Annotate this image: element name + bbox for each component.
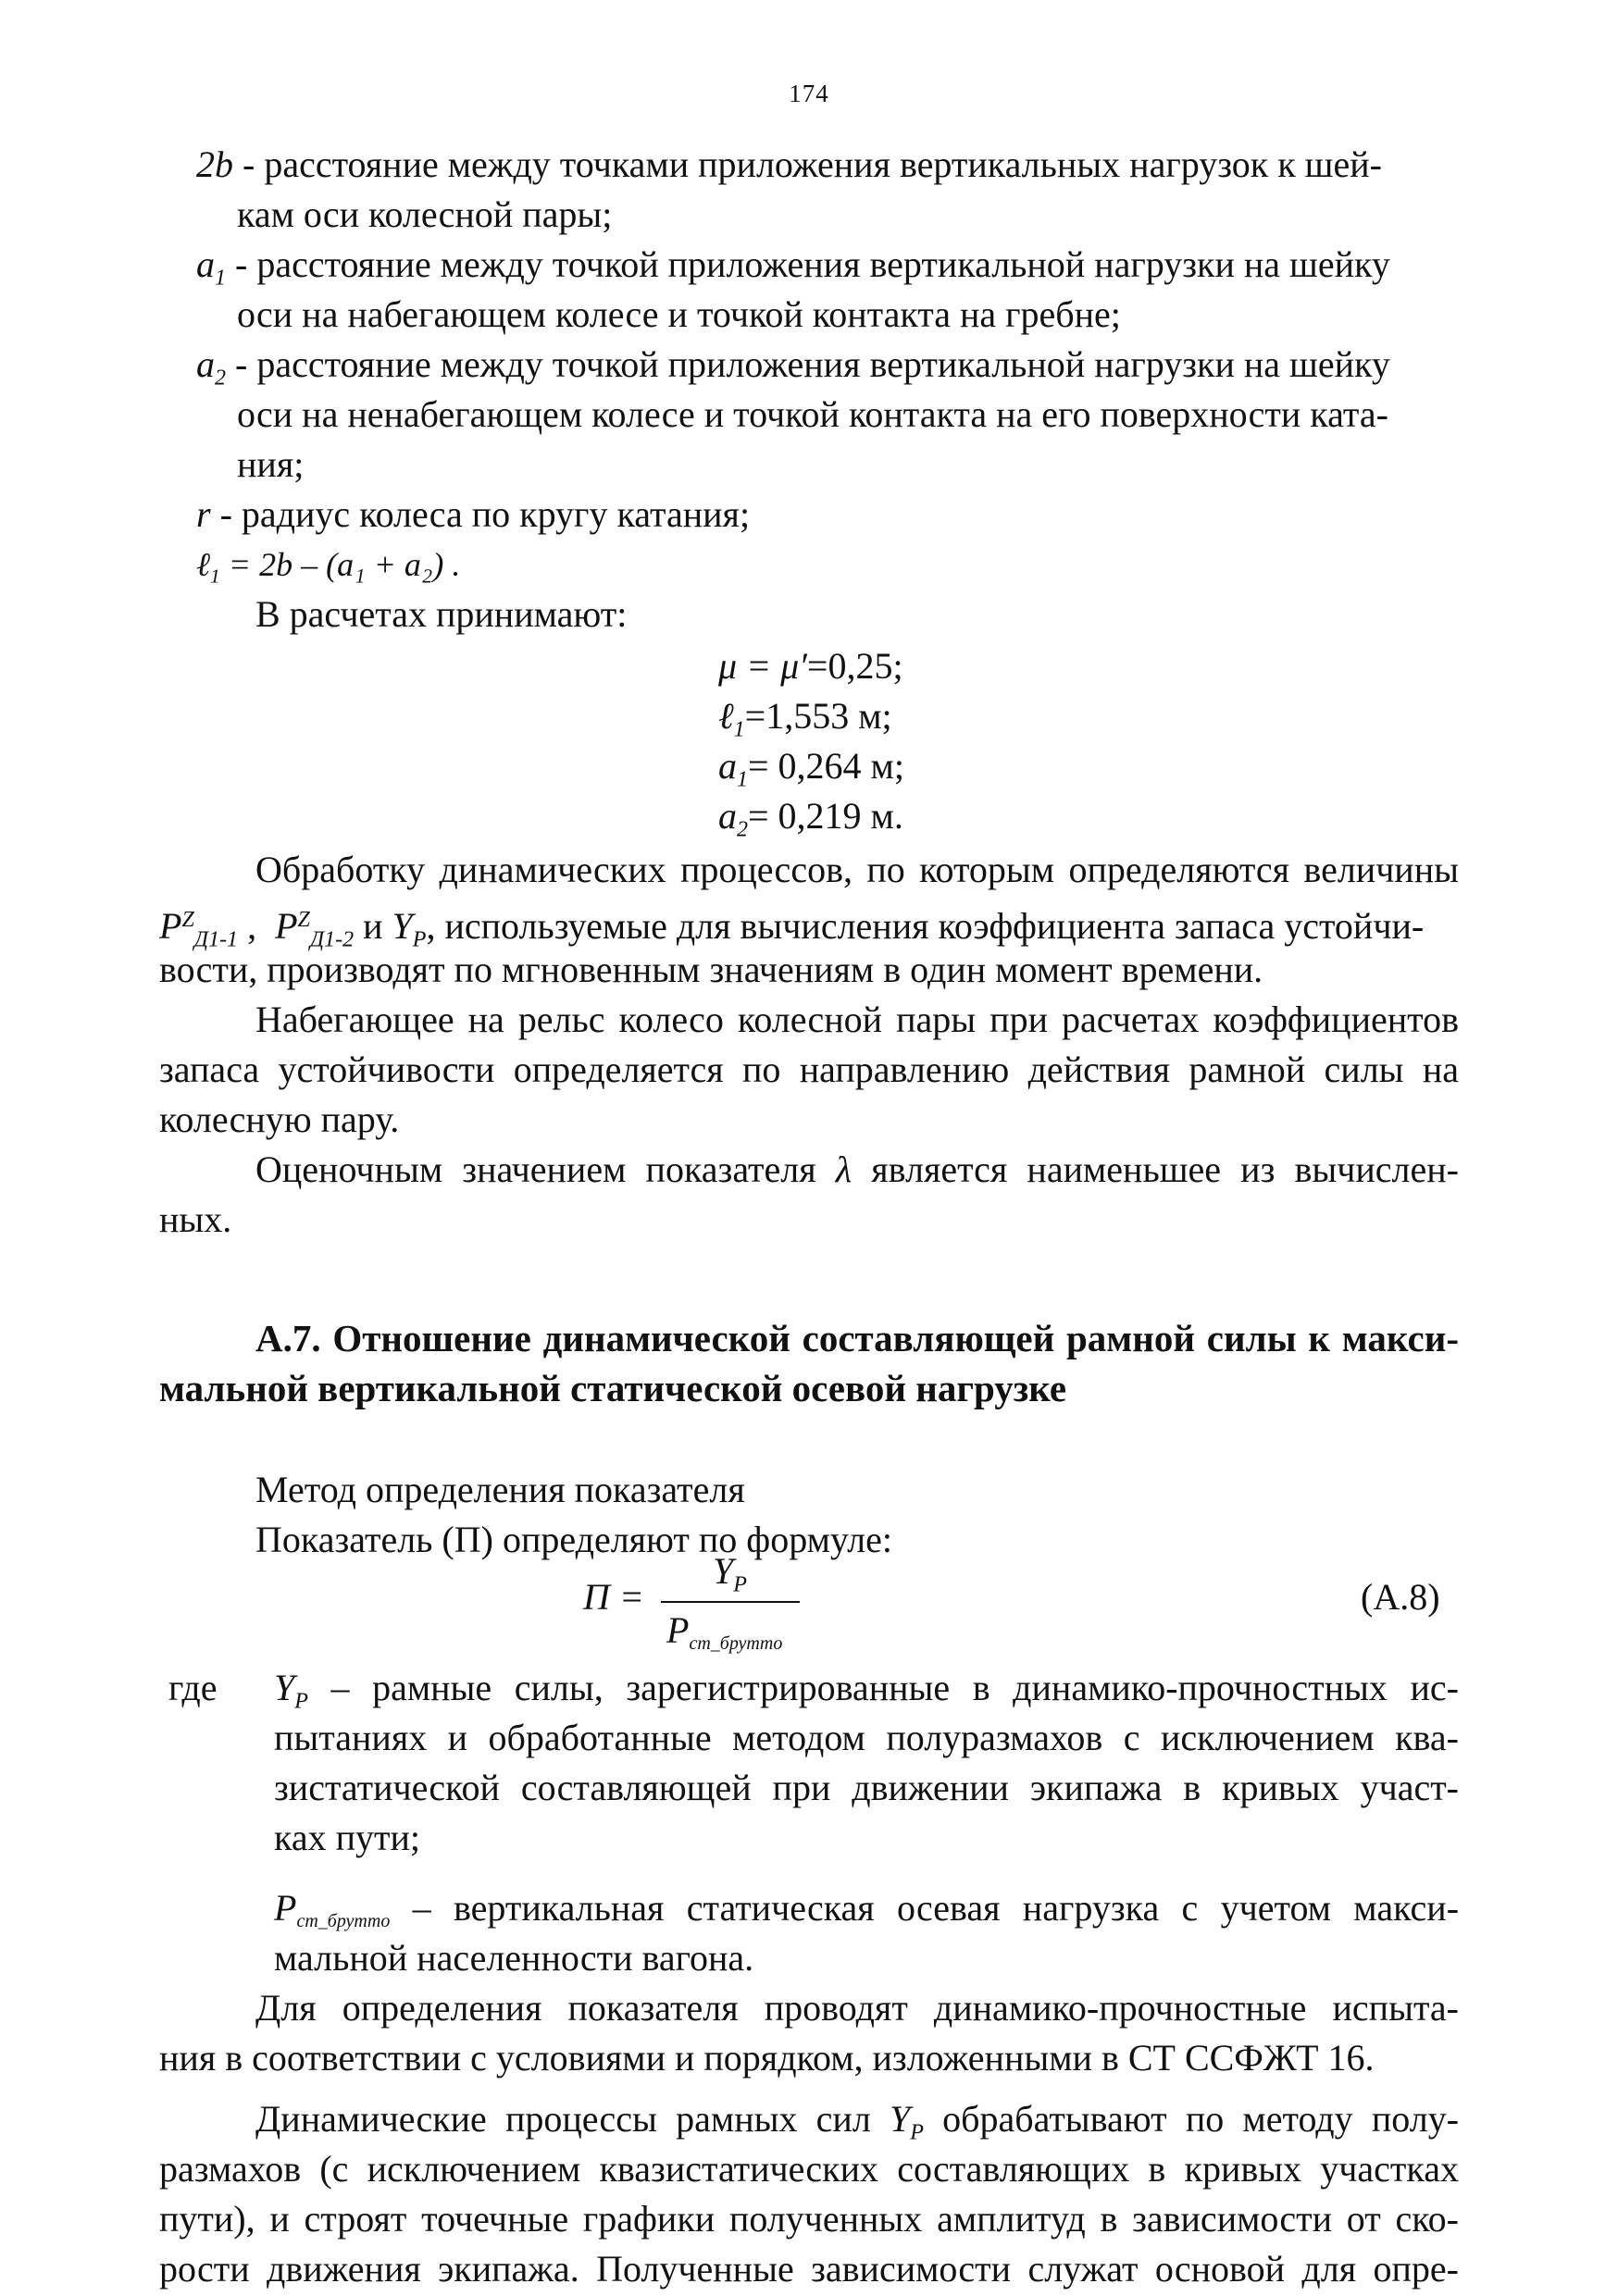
para3-line2: ных. — [159, 1198, 232, 1240]
definition-symbol: a — [196, 243, 215, 285]
where-item-pst: $P_{ст\_брутто}$ – вертикальная статическая осевая нагрузка с учетом макси- — [274, 1887, 1460, 1931]
definition-a1-cont: оси на набегающем колесе и точкой контакта на гребне; — [237, 293, 1121, 335]
definition-symbol-sub: 2 — [215, 366, 226, 391]
lambda-symbol: λ — [835, 1148, 853, 1190]
l1-rhs: = 2b – (a₁ + a₂) . — [228, 546, 461, 583]
symbol-p-d1-2: P — [275, 905, 298, 948]
page-number: 174 — [789, 80, 829, 107]
para5-line1: Динамические процессы рамных сил $Y_P$ обрабатывают по методу полу- — [255, 2098, 1460, 2145]
value-l1: ℓ$_1$=1,553 м; — [718, 695, 892, 742]
value-mu: μ = μ′=0,25; — [718, 645, 903, 687]
definition-symbol: a — [196, 343, 215, 385]
symbol-y-p: Y — [392, 905, 413, 948]
where-label: где — [168, 1667, 218, 1708]
definition-text: - расстояние между точкой приложения вертикальной нагрузки на шейку — [235, 343, 1390, 385]
para2-line3: колесную пару. — [159, 1098, 400, 1140]
where-item-pst-line2: мальной населенности вагона. — [274, 1937, 754, 1979]
where-item-yp-line4: ках пути; — [274, 1817, 420, 1858]
definition-text: - радиус колеса по кругу катания; — [219, 493, 751, 535]
definition-2b-cont: кам оси колесной пары; — [237, 193, 613, 235]
definition-text: - расстояние между точкой приложения вертикальной нагрузки на шейку — [235, 243, 1390, 285]
definition-symbol: 2b — [196, 143, 233, 185]
definition-2b — [196, 141, 1460, 189]
formula-lhs: П = — [583, 1576, 644, 1618]
value-a2: $a_2= 0,219$ м. — [718, 795, 903, 842]
definition-a2-cont: оси на ненабегающем колесе и точкой контакта на его поверхности ката- — [237, 393, 1388, 435]
para5-line4: рости движения экипажа. Полученные зависимости служат основой для опре- — [159, 2248, 1459, 2290]
definition-r — [196, 490, 750, 539]
section-heading-a7: А.7. Отношение динамической составляющей рамной силы к макси- — [255, 1317, 1459, 1359]
formula-intro: Показатель (П) определяют по формуле: — [255, 1519, 892, 1560]
intro-text: В расчетах принимают: — [255, 593, 628, 635]
symbol-p-d1-1: P — [159, 905, 182, 948]
para4-line2: ния в соответствии с условиями и порядком, изложенными в СТ ССФЖТ 16. — [159, 2037, 1375, 2079]
definition-symbol: r — [196, 493, 211, 535]
para5-line3: пути), и строят точечные графики полученных амплитуд в зависимости от ско- — [159, 2198, 1459, 2240]
value-a1: $a_1= 0,264$ м; — [718, 745, 904, 792]
l1-symbol: ℓ — [196, 546, 210, 583]
definition-symbol-sub: 1 — [215, 266, 226, 291]
definition-text: - расстояние между точками приложения вертикальных нагрузок к шей- — [243, 143, 1382, 185]
formula-label: (А.8) — [1361, 1576, 1440, 1618]
l1-formula: ℓ$_1$ = 2b – (a₁ + a₂) . — [196, 546, 461, 588]
para1-line3: вости, производят по мгновенным значениям в один момент времени. — [159, 949, 1263, 990]
formula-numerator: $Y_P$ — [713, 1550, 747, 1597]
para1-line1: Обработку динамических процессов, по которым определяются величины — [255, 849, 1459, 890]
where-item-yp-line2: пытаниях и обработанные методом полуразмахов с исключением ква- — [274, 1717, 1459, 1758]
formula-denominator: $P_{ст\_брутто}$ — [666, 1609, 783, 1654]
para1-line2: $P^Z_{Д1-1}$ , $P^Z_{Д1-2}$ и $Y_P$, используемые для вычисления коэффициента запаса устойчи- — [159, 905, 1425, 952]
method-title: Метод определения показателя — [255, 1469, 745, 1510]
para3-line1: Оценочным значением показателя λ является наименьшее из вычислен- — [255, 1148, 1459, 1190]
para5-line2: размахов (с исключением квазистатических составляющих в кривых участках — [159, 2148, 1459, 2190]
where-item-yp-line3: зистатической составляющей при движении экипажа в кривых участ- — [274, 1767, 1459, 1808]
para2-line1: Набегающее на рельс колесо колесной пары при расчетах коэффициентов — [255, 999, 1459, 1040]
para4-line1: Для определения показателя проводят динамико-прочностные испыта- — [255, 1987, 1459, 2029]
section-heading-a7-cont: мальной вертикальной статической осевой нагрузке — [159, 1367, 1067, 1409]
definition-a2-cont2: ния; — [237, 443, 305, 485]
para2-line2: запаса устойчивости определяется по направлению действия рамной силы на — [159, 1049, 1459, 1090]
where-item-yp: $Y_P$ – рамные силы, зарегистрированные в динамико-прочностных ис- — [274, 1667, 1459, 1714]
